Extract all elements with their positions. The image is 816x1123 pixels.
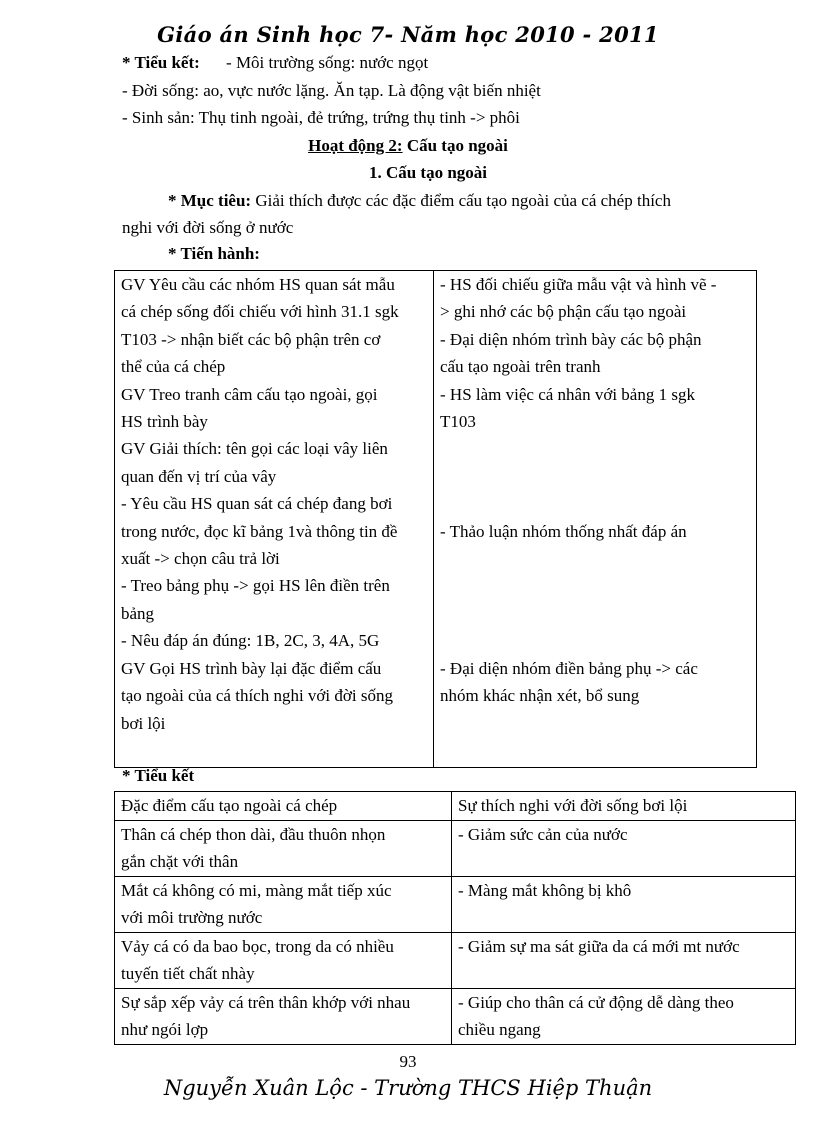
objective-label: * Mục tiêu: — [168, 191, 252, 210]
cell-line — [440, 463, 750, 490]
cell-line: GV Gọi HS trình bày lại đặc điểm cấu — [121, 658, 382, 678]
cell-line: xuất -> chọn câu trả lời — [121, 549, 280, 569]
cell-line: cá chép sống đối chiếu với hình 31.1 sgk — [121, 302, 399, 322]
reproduction-text: - Sinh sản: Thụ tinh ngoài, đẻ trứng, trứng thụ tinh -> phôi — [122, 108, 520, 127]
cell-line: - Giảm sức cản của nước — [458, 824, 628, 844]
cell-line: tuyến tiết chất nhày — [121, 964, 255, 983]
cell-line: GV Giải thích: tên gọi các loại vây liên — [121, 439, 388, 459]
cell-line: T103 — [440, 412, 476, 432]
cell-line: như ngói lợp — [121, 1020, 209, 1039]
student-column — [434, 271, 757, 768]
activity-heading — [0, 136, 816, 156]
objective-text: Giải thích được các đặc điểm cấu tạo ngoài của cá chép thích — [251, 191, 671, 210]
cell-line: - HS đối chiếu giữa mẫu vật và hình vẽ - — [440, 275, 717, 294]
cell-line: - Đại diện nhóm điền bảng phụ -> các — [440, 658, 698, 678]
cell-line: chiều ngang — [458, 1020, 541, 1039]
table-row — [115, 820, 796, 876]
adaptation-cell — [452, 876, 796, 932]
adaptation-cell — [452, 988, 796, 1044]
cell-line: thể của cá chép — [121, 357, 226, 377]
cell-line: bảng — [121, 603, 155, 623]
section-title: 1. Cấu tạo ngoài — [368, 163, 488, 182]
cell-line: nhóm khác nhận xét, bổ sung — [440, 685, 640, 705]
cell-line: trong nước, đọc kĩ bảng 1và thông tin đề — [121, 521, 398, 541]
cell-line: Mắt cá không có mi, màng mắt tiếp xúc — [121, 880, 392, 900]
cell-line: > ghi nhớ các bộ phận cấu tạo ngoài — [440, 302, 687, 322]
teacher-column — [115, 271, 434, 768]
cell-line: - Treo bảng phụ -> gọi HS lên điền trên — [121, 576, 390, 596]
feature-cell — [115, 820, 452, 876]
table-row — [115, 988, 796, 1044]
table-row — [115, 271, 757, 768]
procedure-label: * Tiến hành: — [168, 244, 260, 263]
header-cell-features: Đặc điểm cấu tạo ngoài cá chép — [115, 792, 452, 821]
cell-line — [440, 627, 750, 654]
cell-line: - Đại diện nhóm trình bày các bộ phận — [440, 329, 702, 349]
cell-line — [440, 490, 750, 517]
cell-line: tạo ngoài của cá thích nghi với đời sống — [121, 686, 393, 706]
life-text: - Đời sống: ao, vực nước lặng. Ăn tạp. Là động vật biến nhiệt — [122, 81, 541, 100]
activity-title-rest: Cấu tạo ngoài — [402, 136, 508, 155]
cell-line: - Nêu đáp án đúng: 1B, 2C, 3, 4A, 5G — [121, 631, 380, 651]
objective-text-2: nghi với đời sống ở nước — [122, 218, 294, 237]
cell-line: quan đến vị trí của vây — [121, 466, 277, 486]
page-number: 93 — [399, 1052, 417, 1071]
cell-line — [440, 600, 750, 627]
cell-line: Vảy cá có da bao bọc, trong da có nhiều — [121, 936, 394, 956]
cell-line: GV Yêu cầu các nhóm HS quan sát mẫu — [121, 275, 395, 294]
cell-line: với môi trường nước — [121, 908, 263, 927]
cell-line: T103 -> nhận biết các bộ phận trên cơ — [121, 329, 381, 349]
table-header-row — [115, 792, 796, 821]
table-row — [115, 932, 796, 988]
cell-line: GV Treo tranh câm cấu tạo ngoài, gọi — [121, 384, 378, 404]
cell-line: - Thảo luận nhóm thống nhất đáp án — [440, 521, 687, 541]
header-cell-adaptation: Sự thích nghi với đời sống bơi lội — [452, 792, 796, 821]
cell-line: - HS làm việc cá nhân với bảng 1 sgk — [440, 384, 695, 404]
summary-habitat-line — [122, 53, 428, 73]
cell-line: - Giảm sự ma sát giữa da cá mới mt nước — [458, 936, 740, 956]
habitat-text: - Môi trường sống: nước ngọt — [226, 53, 429, 72]
cell-line: Thân cá chép thon dài, đầu thuôn nhọn — [121, 824, 386, 844]
adaptation-cell — [452, 820, 796, 876]
cell-line: HS trình bày — [121, 412, 208, 432]
feature-cell — [115, 932, 452, 988]
cell-line: Sự sắp xếp vảy cá trên thân khớp với nhau — [121, 992, 411, 1012]
table-row — [115, 876, 796, 932]
cell-line — [440, 545, 750, 572]
page-header: Giáo án Sinh học 7- Năm học 2010 - 2011 — [157, 22, 659, 47]
cell-line: gắn chặt với thân — [121, 852, 239, 871]
summary-label: * Tiểu kết: — [122, 53, 200, 72]
summary-table — [114, 791, 796, 1045]
summary2-label: * Tiểu kết — [122, 766, 195, 785]
feature-cell — [115, 988, 452, 1044]
adaptation-cell — [452, 932, 796, 988]
cell-line: - Màng mắt không bị khô — [458, 880, 632, 900]
cell-line — [440, 572, 750, 599]
feature-cell — [115, 876, 452, 932]
activity-table — [114, 270, 757, 768]
cell-line: bơi lội — [121, 713, 166, 733]
cell-line: cấu tạo ngoài trên tranh — [440, 357, 601, 377]
cell-line — [440, 435, 750, 462]
cell-line: - Giúp cho thân cá cử động dễ dàng theo — [458, 992, 734, 1012]
activity-title: Hoạt động 2: — [308, 136, 403, 155]
page-footer: Nguyễn Xuân Lộc - Trường THCS Hiệp Thuận — [163, 1076, 653, 1100]
cell-line: - Yêu cầu HS quan sát cá chép đang bơi — [121, 494, 393, 514]
objective-line — [168, 191, 671, 211]
